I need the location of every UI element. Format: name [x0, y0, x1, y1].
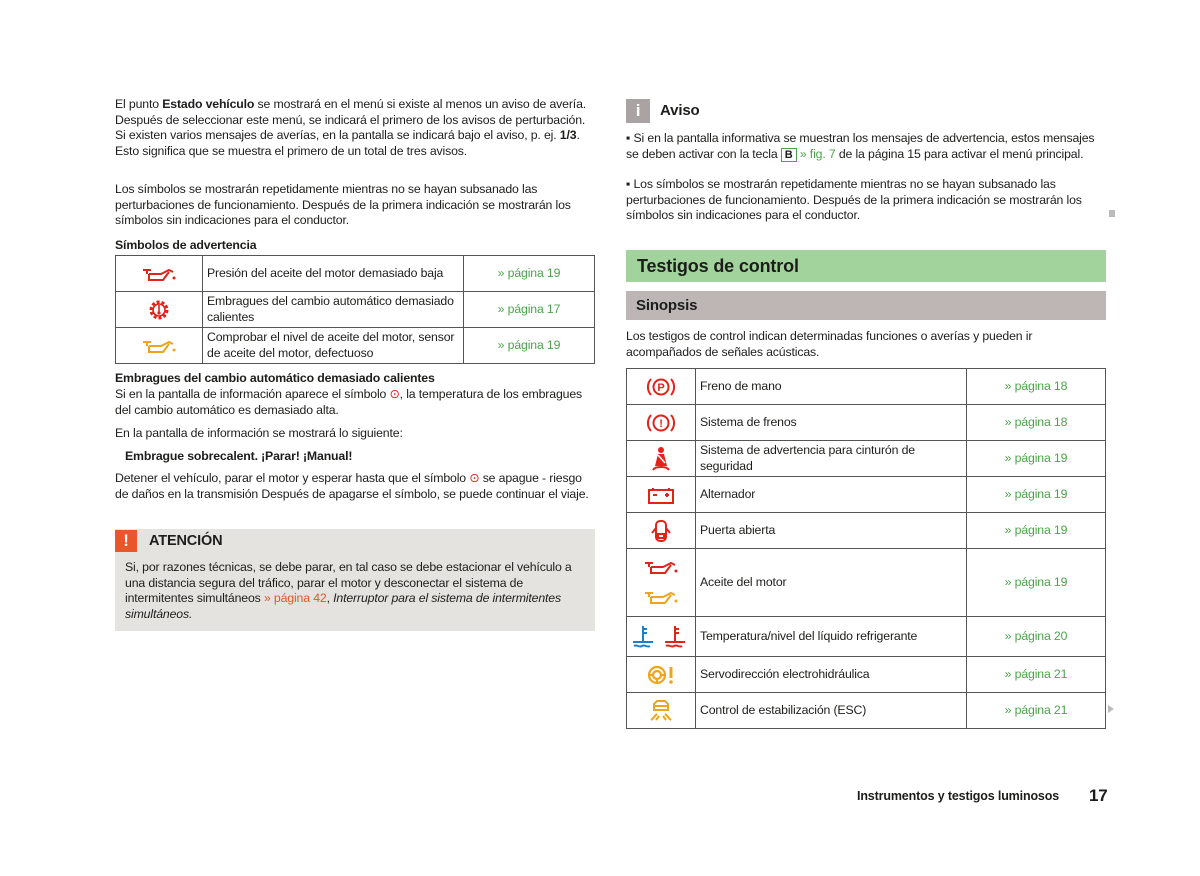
bold-term: Estado vehículo: [162, 97, 255, 111]
parking-brake-icon: [627, 369, 696, 405]
subsection-title: Sinopsis: [636, 297, 698, 314]
bullet-icon: ▪: [626, 177, 634, 191]
table-row: [627, 617, 1106, 657]
note-item-2: [626, 177, 1106, 224]
oil-pressure-red-icon: [116, 256, 203, 292]
page-link[interactable]: » página 19: [967, 549, 1106, 617]
table-row: [116, 328, 595, 364]
warning-icon: !: [115, 530, 137, 552]
table-row: [627, 477, 1106, 513]
page-number: 17: [1089, 786, 1108, 805]
table-row: [116, 256, 595, 292]
table-cell-description: Freno de mano: [696, 369, 967, 405]
page-link[interactable]: » página 42: [263, 591, 327, 605]
symbols-paragraph: Los símbolos se mostrarán repetidamente mientras no se hayan subsanado las perturbaciones de funcionamiento. Después de la primera indicación se mostrarán los símbolos sin indicaciones para el conductor.: [115, 182, 571, 227]
clutch-temperature-icon: ⊙: [389, 387, 400, 401]
page-link[interactable]: » página 18: [967, 405, 1106, 441]
footer-chapter: Instrumentos y testigos luminosos: [857, 789, 1060, 803]
attention-title: ATENCIÓN: [149, 533, 223, 549]
text: Los símbolos se mostrarán repetidamente mientras no se hayan subsanado las perturbaciones de funcionamiento. Después de la primera indicación se mostrarán los símbolos sin indicaciones para el conductor.: [626, 177, 1082, 222]
text: Si, por razones técnicas, se debe parar, en tal caso se debe estacionar el vehículo a una distancia segura del tráfico, parar el motor y desconectar el sistema de intermitentes simultáneos: [125, 560, 572, 605]
table-cell-description: Puerta abierta: [696, 513, 967, 549]
clutch-heading: Embragues del cambio automático demasiado calientes: [115, 371, 435, 385]
clutch-paragraph: [115, 387, 595, 418]
text: El punto: [115, 97, 163, 111]
warning-table-title: Símbolos de advertencia: [115, 238, 257, 252]
table-row: [627, 405, 1106, 441]
page-link[interactable]: » página 21: [967, 657, 1106, 693]
note-item-1: [626, 131, 1106, 163]
text: . Esto significa que se muestra el primero de un total de tres avisos.: [115, 128, 580, 158]
page-link[interactable]: » página 19: [464, 328, 595, 364]
text: de la página 15 para activar el menú principal.: [835, 146, 1084, 161]
table-cell-description: Comprobar el nivel de aceite del motor, sensor de aceite del motor, defectuoso: [203, 328, 464, 364]
page-link[interactable]: » página 19: [464, 256, 595, 292]
table-row: [627, 369, 1106, 405]
table-cell-description: Aceite del motor: [696, 549, 967, 617]
bold-term: 1/3: [559, 128, 577, 142]
text: Detener el vehículo, parar el motor y esperar hasta que el símbolo: [115, 471, 470, 485]
svg-text:!: !: [659, 417, 663, 430]
end-marker-icon: [1109, 210, 1115, 217]
table-cell-description: Alternador: [696, 477, 967, 513]
oil-level-yellow-icon: [116, 328, 203, 364]
stop-paragraph: [115, 471, 595, 502]
esc-icon: [627, 693, 696, 729]
page-link[interactable]: » página 19: [967, 513, 1106, 549]
page-link[interactable]: » página 18: [967, 369, 1106, 405]
warning-symbols-table: [115, 255, 595, 364]
continue-arrow-icon: [1108, 705, 1114, 713]
table-row: [116, 292, 595, 328]
bullet-icon: ▪: [626, 131, 634, 145]
italic-reference: Interruptor para el sistema de intermitentes simultáneos.: [125, 591, 561, 621]
key-b-badge: B: [781, 148, 797, 162]
coolant-icon: [627, 617, 696, 657]
display-message: Embrague sobrecalent. ¡Parar! ¡Manual!: [125, 449, 353, 463]
table-row: [627, 693, 1106, 729]
text: , la temperatura de los embragues del cambio automático es demasiado alta.: [115, 387, 583, 417]
text: se apague - riesgo de daños en la transmisión Después de apagarse el símbolo, se puede continuar el viaje.: [115, 471, 589, 501]
page-link[interactable]: » página 20: [967, 617, 1106, 657]
figure-link[interactable]: » fig. 7: [796, 146, 836, 161]
text: se mostrará en el menú si existe al menos un aviso de avería. Después de seleccionar este menú, se indicará el primero de los avisos de perturbación. Si existen varios mensajes de averías, en la pantalla se indicará bajo el aviso, p. ej.: [115, 97, 587, 142]
text: Si en la pantalla de información aparece el símbolo: [115, 387, 390, 401]
table-row: [627, 441, 1106, 477]
lights-intro: Los testigos de control indican determinadas funciones o averías y pueden ir acompañados de señales acústicas.: [626, 329, 1033, 359]
clutch-temperature-icon: ⊙: [469, 471, 480, 485]
attention-box: [115, 529, 595, 631]
table-cell-description: Sistema de advertencia para cinturón de seguridad: [696, 441, 967, 477]
table-cell-description: Presión del aceite del motor demasiado baja: [203, 256, 464, 292]
table-row: [627, 513, 1106, 549]
door-open-icon: [627, 513, 696, 549]
text: Si en la pantalla informativa se muestran los mensajes de advertencia, estos mensajes se deben activar con la tecla: [626, 131, 1095, 161]
svg-text:P: P: [657, 381, 665, 394]
table-cell-description: Servodirección electrohidráulica: [696, 657, 967, 693]
clutch-temperature-icon: [116, 292, 203, 328]
brake-system-icon: [627, 405, 696, 441]
note-title: Aviso: [660, 102, 700, 119]
section-header: [626, 250, 1106, 282]
intro-paragraph: [115, 97, 595, 159]
table-cell-description: Embragues del cambio automático demasiado calientes: [203, 292, 464, 328]
power-steering-icon: [627, 657, 696, 693]
info-icon: i: [626, 99, 650, 123]
page-link[interactable]: » página 19: [967, 477, 1106, 513]
page-link[interactable]: » página 17: [464, 292, 595, 328]
engine-oil-icon: [627, 549, 696, 617]
table-cell-description: Control de estabilización (ESC): [696, 693, 967, 729]
section-title: Testigos de control: [637, 256, 799, 276]
table-cell-description: Temperatura/nivel del líquido refrigerante: [696, 617, 967, 657]
page-link[interactable]: » página 21: [967, 693, 1106, 729]
subsection-header: [626, 291, 1106, 320]
table-row: [627, 549, 1106, 617]
battery-icon: [627, 477, 696, 513]
attention-text: [125, 560, 587, 622]
table-row: [627, 657, 1106, 693]
seatbelt-icon: [627, 441, 696, 477]
page-link[interactable]: » página 19: [967, 441, 1106, 477]
table-cell-description: Sistema de frenos: [696, 405, 967, 441]
text: ,: [326, 591, 334, 605]
display-intro: En la pantalla de información se mostrará lo siguiente:: [115, 426, 403, 440]
warning-lights-table: [626, 368, 1106, 729]
